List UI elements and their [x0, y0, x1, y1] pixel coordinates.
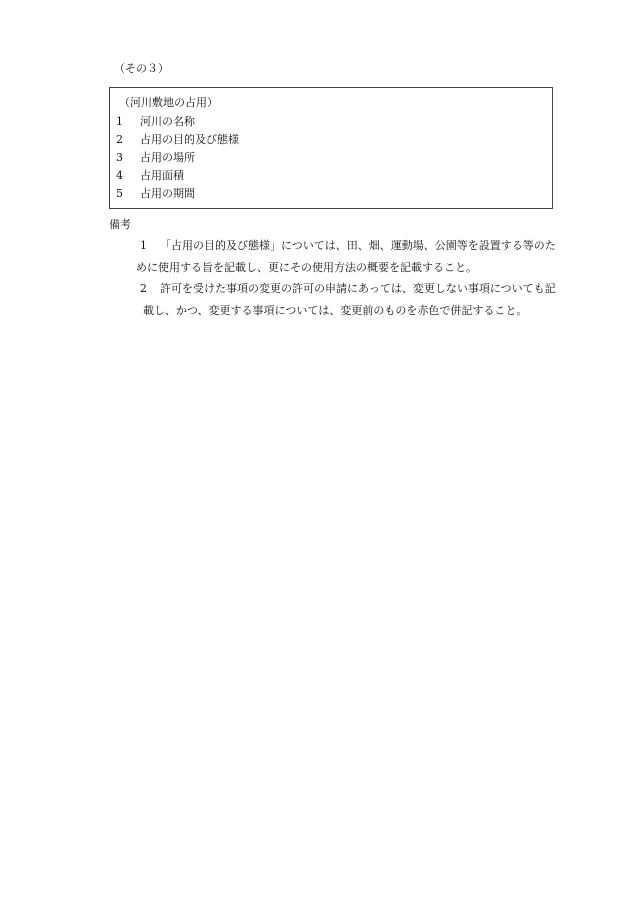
box-item-list: [116, 113, 239, 203]
item-number: 1: [116, 115, 123, 128]
item-text: 占用の場所: [140, 151, 195, 164]
note-line: [109, 278, 571, 300]
note-text-line-2: 載し、かつ、変更する事項については、変更前のものを赤色で併記すること。: [143, 304, 528, 317]
box-title: （河川敷地の占用）: [119, 96, 218, 109]
note-line: [109, 235, 571, 257]
note-text-line-1: 許可を受けた事項の変更の許可の申請にあっては、変更しない事項についても記: [160, 282, 556, 295]
item-text: 占用の目的及び態様: [140, 133, 239, 146]
note-number: 1: [140, 239, 147, 252]
list-item: [116, 167, 239, 185]
list-item: [116, 131, 239, 149]
occupation-items-box: [109, 87, 553, 209]
page-label: （その３）: [114, 62, 169, 75]
item-text: 占用面積: [140, 169, 184, 182]
notes-heading: 備考: [109, 218, 131, 231]
item-number: 3: [116, 151, 123, 164]
note-number: 2: [140, 282, 147, 295]
item-text: 占用の期間: [140, 187, 195, 200]
item-number: 5: [116, 187, 123, 200]
item-text: 河川の名称: [140, 115, 195, 128]
note-text-line-1: 「占用の目的及び態様」については、田、畑、運動場、公園等を設置する等のた: [160, 239, 556, 252]
note-item: [109, 235, 571, 279]
note-text-line-2: めに使用する旨を記載し、更にその使用方法の概要を記載すること。: [136, 261, 477, 274]
list-item: [116, 185, 239, 203]
list-item: [116, 113, 239, 131]
item-number: 2: [116, 133, 123, 146]
note-item: [109, 278, 571, 322]
list-item: [116, 149, 239, 167]
item-number: 4: [116, 169, 123, 182]
